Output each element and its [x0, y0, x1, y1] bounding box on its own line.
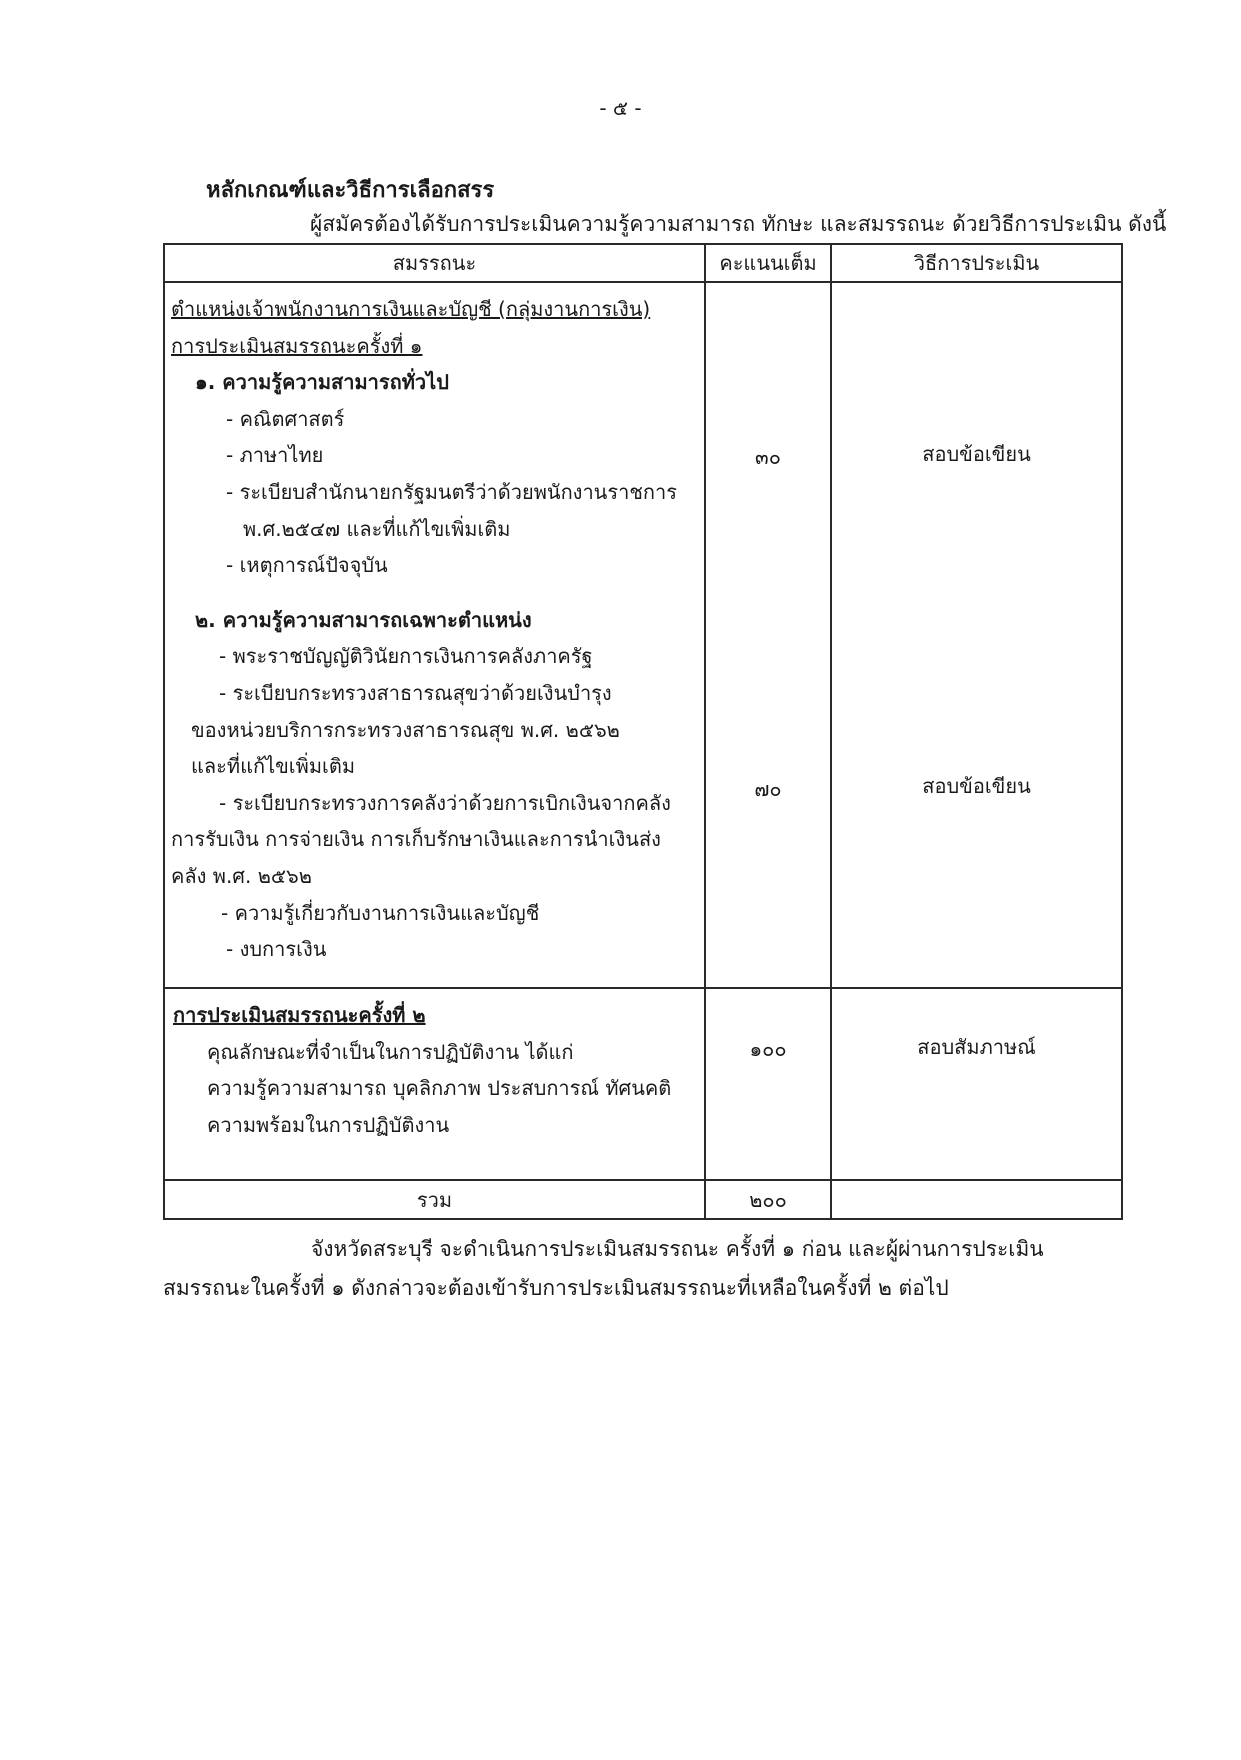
list-item: - เหตุการณ์ปัจจุบัน	[226, 553, 388, 578]
round1-methods	[831, 282, 1122, 988]
list-item: คลัง พ.ศ. ๒๕๖๒	[171, 863, 312, 888]
competency-table	[163, 243, 1123, 1220]
round1-title: การประเมินสมรรถนะครั้งที่ ๑	[171, 333, 423, 358]
footer-line: สมรรถนะในครั้งที่ ๑ ดังกล่าวจะต้องเข้ารับการประเมินสมรรถนะที่เหลือในครั้งที่ ๒ ต่อไป	[163, 1276, 949, 1300]
list-item: และที่แก้ไขเพิ่มเติม	[191, 754, 356, 779]
round2-score: ๑๐๐	[749, 1037, 787, 1061]
table-row-round1	[164, 282, 1122, 988]
intro-text: ผู้สมัครต้องได้รับการประเมินความรู้ความสามารถ ทักษะ และสมรรถนะ ด้วยวิธีการประเมิน ดังนี้	[310, 212, 1167, 236]
round2-line: คุณลักษณะที่จำเป็นในการปฏิบัติงาน ได้แก่	[207, 1039, 574, 1064]
total-method-empty	[831, 1180, 1122, 1219]
list-item: - คณิตศาสตร์	[226, 406, 345, 431]
position-title: ตำแหน่งเจ้าพนักงานการเงินและบัญชี (กลุ่มงานการเงิน)	[171, 297, 651, 321]
round2-method-cell	[831, 988, 1122, 1180]
round2-method: สอบสัมภาษณ์	[917, 1035, 1036, 1059]
section2-method: สอบข้อเขียน	[922, 774, 1031, 798]
section1-method: สอบข้อเขียน	[922, 442, 1031, 466]
section1-title: ๑. ความรู้ความสามารถทั่วไป	[195, 370, 449, 395]
round2-title: การประเมินสมรรถนะครั้งที่ ๒	[173, 1003, 426, 1027]
list-item: - ระเบียบสำนักนายกรัฐมนตรีว่าด้วยพนักงานราชการ	[226, 479, 677, 504]
table-header-row	[164, 244, 1122, 282]
footer-line: จังหวัดสระบุรี จะดำเนินการประเมินสมรรถนะ ครั้งที่ ๑ ก่อน และผู้ผ่านการประเมิน	[311, 1237, 1044, 1261]
section2-title: ๒. ความรู้ความสามารถเฉพาะตำแหน่ง	[195, 607, 532, 632]
round2-line: ความรู้ความสามารถ บุคลิกภาพ ประสบการณ์ ทัศนคติ	[207, 1076, 672, 1101]
total-score: ๒๐๐	[705, 1180, 831, 1219]
table-row-total	[164, 1180, 1122, 1219]
list-item: - ความรู้เกี่ยวกับงานการเงินและบัญชี	[221, 900, 540, 925]
table-row-round2	[164, 988, 1122, 1180]
round2-line: ความพร้อมในการปฏิบัติงาน	[207, 1112, 450, 1137]
round2-content	[164, 988, 705, 1180]
list-item: - ระเบียบกระทรวงการคลังว่าด้วยการเบิกเงินจากคลัง	[219, 790, 671, 815]
list-item: การรับเงิน การจ่ายเงิน การเก็บรักษาเงินและการนำเงินส่ง	[171, 827, 661, 852]
section1-score: ๓๐	[755, 445, 781, 469]
page-number: - ๕ -	[599, 96, 642, 120]
list-item: - ภาษาไทย	[226, 443, 324, 468]
round2-score-cell	[705, 988, 831, 1180]
section2-score: ๗๐	[754, 777, 782, 801]
footer-paragraph	[163, 1230, 1044, 1308]
header-full-score: คะแนนเต็ม	[705, 244, 831, 282]
round1-scores	[705, 282, 831, 988]
list-item: ของหน่วยบริการกระทรวงสาธารณสุข พ.ศ. ๒๕๖๒	[191, 717, 620, 742]
list-item: - งบการเงิน	[226, 937, 327, 962]
header-competency: สมรรถนะ	[164, 244, 705, 282]
round1-content	[164, 282, 705, 988]
list-item: - ระเบียบกระทรวงสาธารณสุขว่าด้วยเงินบำรุง	[219, 680, 612, 705]
header-method: วิธีการประเมิน	[831, 244, 1122, 282]
page-heading: หลักเกณฑ์และวิธีการเลือกสรร	[206, 178, 495, 203]
list-item: - พระราชบัญญัติวินัยการเงินการคลังภาครัฐ	[219, 644, 593, 669]
list-item: พ.ศ.๒๕๔๗ และที่แก้ไขเพิ่มเติม	[243, 516, 511, 541]
total-label: รวม	[164, 1180, 705, 1219]
